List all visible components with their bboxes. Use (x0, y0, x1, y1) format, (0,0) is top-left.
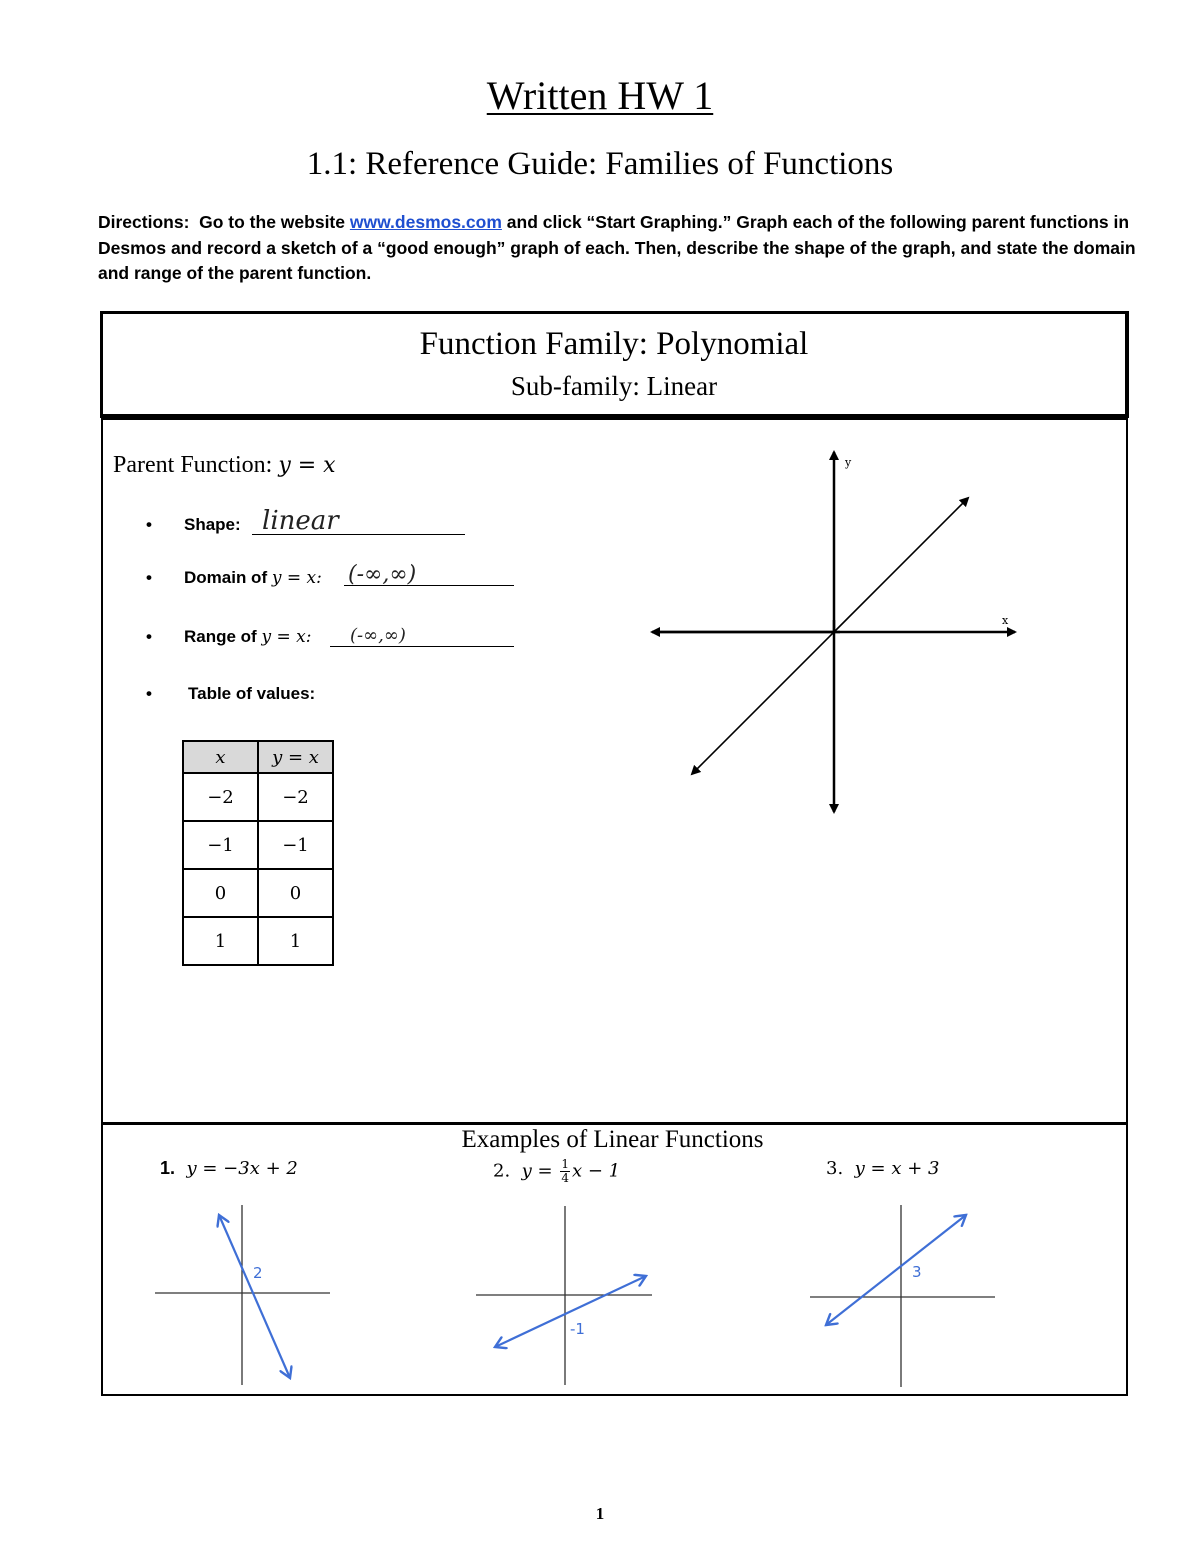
main-graph-y-label: y (845, 456, 852, 469)
directions-lead: Directions: (98, 212, 190, 232)
domain-label: Domain of (184, 568, 268, 587)
main-graph-line-neg (692, 632, 834, 774)
page-number: 1 (595, 1504, 605, 1523)
example-3-annotation: 3 (912, 1263, 922, 1281)
range-label: Range of (184, 627, 257, 646)
shape-label: Shape: (184, 515, 241, 534)
table-header-y: y = x (258, 741, 333, 773)
range-answer: (-∞,∞) (350, 625, 406, 646)
directions-text-1: Go to the website (199, 212, 345, 232)
table-cell: 1 (183, 917, 258, 965)
table-header-x: x (183, 741, 258, 773)
directions-text-2: and click “Start Graphing.” Graph each of the following parent functions in Desmos and record a sketch of a “good enough” graph of each. Then, describe the shape of the graph, and state the domain and range of the parent function. (98, 212, 1136, 283)
examples-title: Examples of Linear Functions (461, 1126, 764, 1153)
sub-family-title: Sub-family: Linear (510, 371, 718, 401)
example-2-annotation: -1 (570, 1320, 585, 1338)
table-cell: −1 (183, 821, 258, 869)
table-cell: −2 (258, 773, 333, 821)
function-family-title: Function Family: Polynomial (419, 326, 809, 362)
page-subtitle: 1.1: Reference Guide: Families of Functions (306, 146, 894, 182)
example-2-equation: 2. y = $\frac{1}{4}$ x − 1 (493, 1157, 621, 1185)
parent-function-equation: y = x (278, 453, 336, 478)
domain-answer: (-∞,∞) (348, 562, 417, 587)
table-cell: 0 (183, 869, 258, 917)
table-label: Table of values: (188, 684, 316, 703)
example-1-equation: 1. y = −3x + 2 (160, 1158, 298, 1179)
table-cell: 1 (258, 917, 333, 965)
table-cell: −1 (258, 821, 333, 869)
main-graph-x-label: x (1002, 614, 1009, 627)
table-cell: 0 (258, 869, 333, 917)
parent-function-heading: Parent Function: y = x (113, 452, 336, 478)
main-graph-line (834, 498, 968, 632)
domain-equation: y = x: (271, 568, 322, 588)
table-cell: −2 (183, 773, 258, 821)
example-1-annotation: 2 (253, 1264, 263, 1282)
desmos-link[interactable]: www.desmos.com (349, 212, 502, 232)
page-title: Written HW 1 (486, 73, 714, 118)
example-3-equation: 3. y = x + 3 (826, 1158, 940, 1179)
range-equation: y = x: (261, 627, 312, 647)
shape-answer: linear (262, 506, 339, 536)
